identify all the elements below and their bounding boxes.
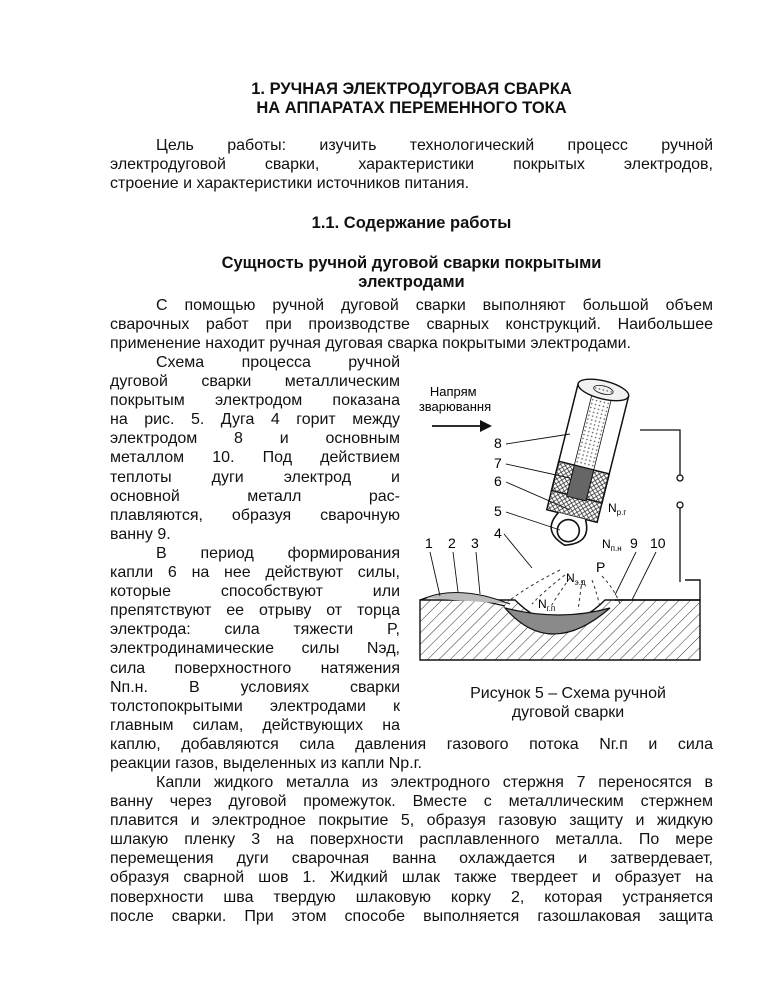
svg-text:10: 10 <box>650 535 666 551</box>
paragraph-line: на рис. 5. Дуга 4 горит между <box>110 411 400 429</box>
document-title <box>110 80 713 118</box>
paragraph-line: после сварки. При этом способе выполняется газошлаковая защита <box>110 907 713 925</box>
paragraph-line: С помощью ручной дуговой сварки выполняют большой объем <box>156 297 713 314</box>
paragraph-line: главным силам, действующих на <box>110 716 400 734</box>
paragraph-2 <box>110 353 400 544</box>
paragraph-line: основной металл рас- <box>110 487 400 505</box>
electrode <box>539 375 630 552</box>
paragraph-3-tail <box>110 735 713 773</box>
paragraph-line: дуговой сварки металлическим <box>110 373 400 391</box>
leader-lines <box>430 434 656 600</box>
paragraph-line: электродом 8 и основным <box>110 430 400 448</box>
paragraph-line: Капли жидкого металла из электродного стержня 7 переносятся в <box>156 774 713 791</box>
title-line-2: НА АППАРАТАХ ПЕРЕМЕННОГО ТОКА <box>256 99 567 117</box>
paragraph-line: реакции газов, выделенных из капли Nр.г. <box>110 755 422 773</box>
subsection-heading-line: Сущность ручной дуговой сварки покрытыми <box>221 254 602 272</box>
intro-line: строение и характеристики источников питания. <box>110 175 470 193</box>
paragraph-line: теплоты дуги электрод и <box>110 468 400 486</box>
force-label-ngp: $N_{г.п}$ <box>538 597 556 613</box>
paragraph-line: сварочных работ при производстве сварных конструкций. Наибольшее <box>110 316 713 334</box>
svg-text:7: 7 <box>494 455 502 471</box>
intro-line: электродуговой сварки, характеристики покрытых электродов, <box>110 156 713 174</box>
paragraph-line: капли 6 на нее действуют силы, <box>110 564 400 582</box>
svg-text:2: 2 <box>448 535 456 551</box>
svg-text:6: 6 <box>494 473 502 489</box>
paragraph-line: перемещения дуги сварочная ванна охлаждается и затвердевает, <box>110 850 713 868</box>
force-label-p: P <box>596 559 606 575</box>
force-label-nrg: $N_{р.г}$ <box>608 501 627 517</box>
paragraph-line: В период формирования <box>156 545 400 562</box>
title-line-1: 1. РУЧНАЯ ЭЛЕКТРОДУГОВАЯ СВАРКА <box>251 80 572 98</box>
paragraph-line: образуя сварной шов 1. Жидкий шлак также твердеет и образует на <box>110 869 713 887</box>
subsection-heading <box>110 254 713 292</box>
svg-text:9: 9 <box>630 535 638 551</box>
diagram-number-labels <box>425 435 666 551</box>
base-metal-right-step <box>615 580 700 600</box>
svg-text:5: 5 <box>494 503 502 519</box>
paragraph-line: плавится и электродное покрытие 5, образуя газовую защиту и жидкую <box>110 812 713 830</box>
paragraph-line: которые способствуют или <box>110 583 400 601</box>
svg-text:1: 1 <box>425 535 433 551</box>
power-lead-upper <box>640 430 680 475</box>
direction-label: Напрям зварювання <box>418 384 492 414</box>
paragraph-line: ванну 9. <box>110 525 171 543</box>
paragraph-line: шлакую пленку 3 на поверхности расплавленного металла. По мере <box>110 831 713 849</box>
svg-text:4: 4 <box>494 525 502 541</box>
paragraph-line: толстопокрытыми электродами к <box>110 697 400 715</box>
paragraph-line: Nп.н. В условиях сварки <box>110 678 400 696</box>
svg-text:3: 3 <box>471 535 479 551</box>
section-heading: 1.1. Содержание работы <box>311 214 512 232</box>
welding-diagram <box>410 360 715 680</box>
paragraph-line: покрытым электродом показана <box>110 392 400 410</box>
paragraph-3 <box>110 544 400 735</box>
direction-arrowhead <box>480 420 492 432</box>
figure-caption-line: дуговой сварки <box>511 704 625 721</box>
paragraph-line: препятствуют ее отрыву от торца <box>110 602 400 620</box>
paragraph-line: поверхности шва твердую шлаковую корку 2, которая устраняется <box>110 888 713 906</box>
paragraph-line: ванну через дуговой промежуток. Вместе с металлическим стержнем <box>110 793 713 811</box>
paragraph-line: Схема процесса ручной <box>156 354 400 371</box>
intro-paragraph <box>110 136 713 193</box>
force-label-npn: $N_{п.н}$ <box>602 537 622 553</box>
force-label-ned: $N_{э.д}$ <box>566 571 586 587</box>
paragraph-line: плавляются, образуя сварочную <box>110 506 400 524</box>
paragraph-line: сила поверхностного натяжения <box>110 659 400 677</box>
subsection-heading-line: электродами <box>358 273 465 291</box>
paragraph-line: электродинамические силы Nэд, <box>110 640 400 658</box>
paragraph-1 <box>110 296 713 353</box>
svg-text:8: 8 <box>494 435 502 451</box>
paragraph-line: применение находит ручная дуговая сварка покрытыми электродами. <box>110 335 631 353</box>
paragraph-line: металлом 10. Под действием <box>110 449 400 467</box>
paragraph-line: каплю, добавляются сила давления газового потока Nг.п и сила <box>110 736 713 753</box>
figure-caption-line: Рисунок 5 – Схема ручной <box>470 685 666 702</box>
paragraph-line: электрода: сила тяжести P, <box>110 621 400 639</box>
figure-caption <box>430 684 706 722</box>
intro-line: Цель работы: изучить технологический процесс ручной <box>156 137 713 154</box>
paragraph-4 <box>110 773 713 926</box>
